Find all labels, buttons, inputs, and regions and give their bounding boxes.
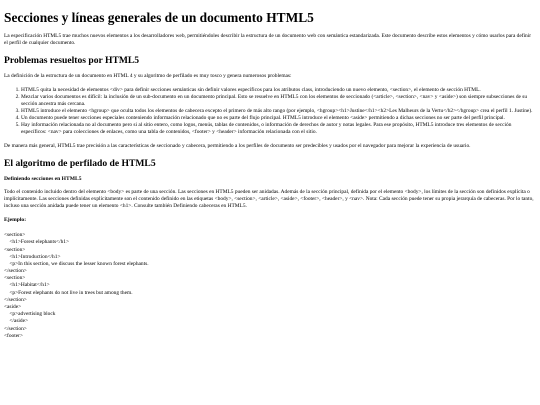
code-line: </section>	[4, 268, 27, 275]
code-line: <section>	[4, 246, 26, 253]
code-line: </aside>	[4, 318, 29, 325]
code-line: <footer>	[4, 332, 23, 339]
defining-sections-paragraph: Todo el contenido incluido dentro del elemento <body> es parte de una sección. Las secciones en HTML5 pueden ser anidadas. Además de la sección principal, definida por el elemento <body>, los límites de la sección son definidos explícita o implícitamente. Las secciones definidas explícitamente son el contenido definido en las etiquetas <body>, <section>, <article>, <aside>, <footer>, <header>, y <nav>. Nota: Cada sección puede tener su propia jerarquía de cabeceras. Por lo tanto, incluso una sección anidada puede tener un elemento <h1>. Consulte también Definiendo cabeceras en HTML5.	[4, 188, 534, 209]
subheading-defining-sections: Definiendo secciones en HTML5	[4, 175, 82, 182]
code-line: <section>	[4, 275, 26, 282]
code-example	[4, 232, 536, 340]
problems-list	[4, 87, 536, 136]
code-line: <p>advertising block	[4, 311, 56, 318]
code-line: </section>	[4, 296, 27, 303]
list-item: 4. Un documento puede tener secciones especiales conteniendo información relacionado que no es parte del flujo principal. HTML5 introduce el elemento <aside> permitiendo a dichas secciones no ser parte del perfil principal.	[21, 115, 536, 122]
code-line: <h1>Habitat</h1>	[4, 282, 50, 289]
list-item: 5. Hay información relacionada no al documento pero si al sitio entero, como logos, menús, tablas de contenidos, o información de derechos de autor y notas legales. Para ese propósito, HTML5 introduce tres elementos de sección específicos: <nav> para colecciones de enlaces, como una tabla de contenidos, <footer> y <header> información relacionada con el sitio.	[21, 122, 536, 136]
problems-closing-paragraph: De manera más general, HTML5 trae precisión a las características de seccionado y cabecera, permitiendo a los perfiles de documento ser predecibles y usados por el navegador para mejorar la experiencia de usuario.	[4, 143, 471, 150]
code-line: <h1>Forest elephants</h1>	[4, 239, 70, 246]
code-line: <p>Forest elephants do not live in trees but among them.	[4, 289, 133, 296]
code-line: <section>	[4, 232, 26, 239]
list-item: 2. Mezclar varios documentos es difícil: la inclusión de un sub-documento en un documento principal. Esto se resuelve en HTML5 con los elementos de seccionado (<article>, <section>, <nav> y <aside>) son siempre subsecciones de su sección ancestra más cercana.	[21, 94, 536, 108]
section-heading-algorithm: El algoritmo de perfilado de HTML5	[4, 158, 156, 170]
section-heading-problems: Problemas resueltos por HTML5	[4, 55, 140, 67]
example-label: Ejemplo:	[4, 216, 27, 223]
problems-lead-paragraph: La definición de la estructura de un documento en HTML 4 y su algoritmo de perfilado es muy tosco y genera numerosos problemas:	[4, 72, 292, 79]
code-line: </section>	[4, 325, 27, 332]
list-item: 1. HTML5 quita la necesidad de elementos <div> para definir secciones semánticas sin definir valores específicos para los atributos class, introduciendo un nuevo elemento, <section>, el elemento de sección HTML.	[21, 87, 536, 94]
page-title: Secciones y líneas generales de un documento HTML5	[4, 10, 314, 25]
code-line: <p>In this section, we discuss the lesser known forest elephants.	[4, 260, 149, 267]
code-line: <aside>	[4, 304, 22, 311]
code-line: <h1>Introduction</h1>	[4, 253, 61, 260]
intro-paragraph: La especificación HTML5 trae muchos nuevos elementos a los desarrolladores web, permitiéndoles describir la estructura de un documento web con semántica estandarizada. Este documento describe estos elementos y cómo usarlos para definir el perfil de cualquier documento.	[4, 33, 532, 47]
list-item: 3. HTML5 introduce el elemento <hgroup> que oculta todos los elementos de cabecera excepto el primero de más alto rango (por ejemplo, <hgroup><h1>Justine</h1><h2>Les Malheurs de la Vertu</h2></hgroup> crea el perfil 1. Justine).	[21, 108, 536, 115]
